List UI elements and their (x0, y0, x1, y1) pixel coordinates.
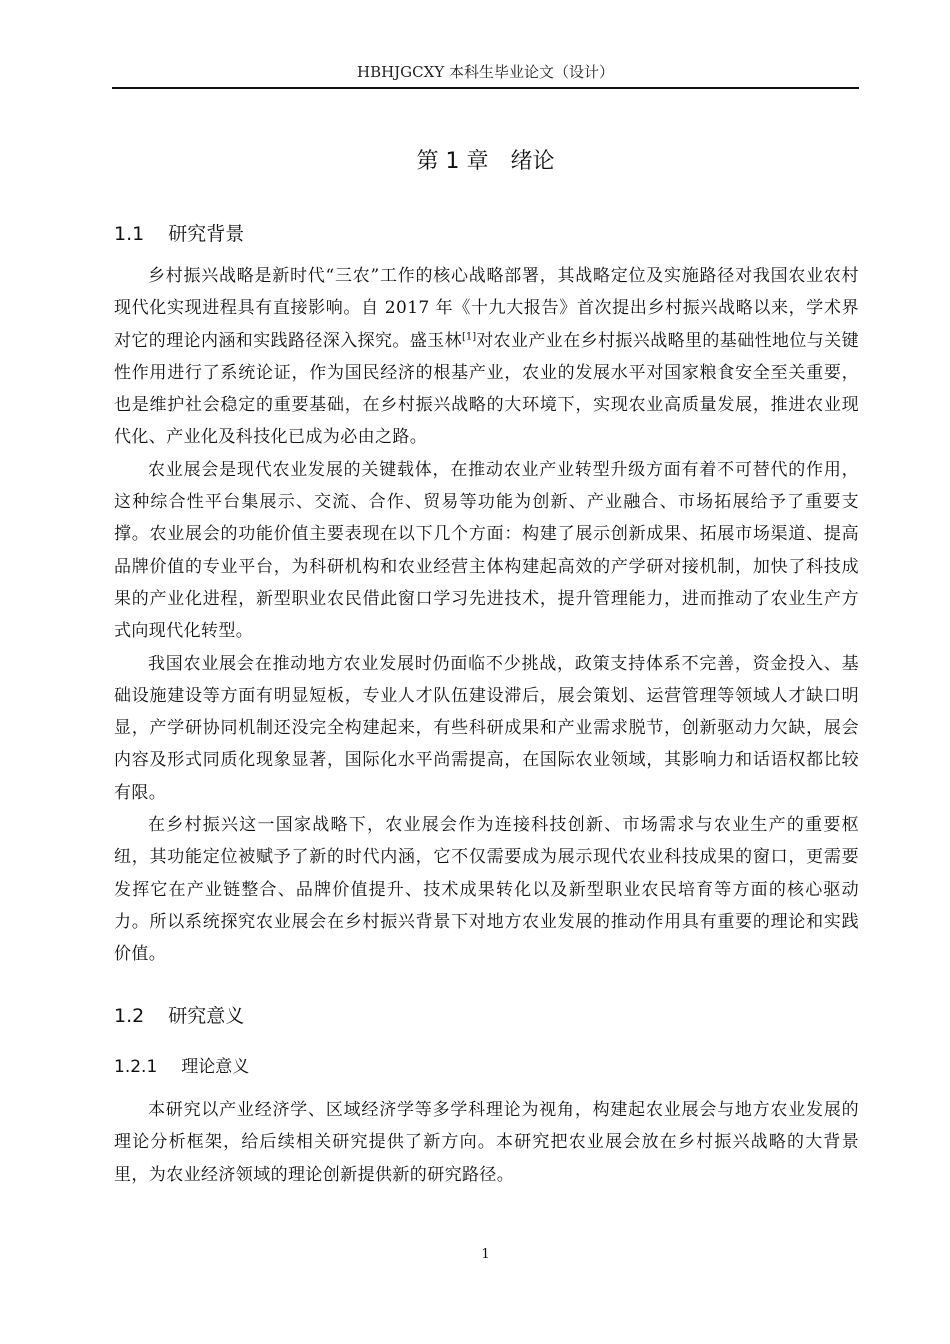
section-heading-1-1 (114, 220, 244, 248)
chapter-number: 第 1 章 (416, 149, 489, 174)
section-1-1-body (114, 260, 859, 971)
header-rule (112, 87, 859, 89)
paragraph: 我国农业展会在推动地方农业发展时仍面临不少挑战，政策支持体系不完善，资金投入、基础设施建设等方面有明显短板，专业人才队伍建设滞后，展会策划、运营管理等领域人才缺口明显，产学研协同机制还没完全构建起来，有些科研成果和产业需求脱节，创新驱动力欠缺，展会内容及形式同质化现象显著，国际化水平尚需提高，在国际农业领域，其影响力和话语权都比较有限。 (114, 653, 859, 803)
section-heading-1-2 (114, 1002, 244, 1030)
page-number: 1 (481, 1247, 490, 1262)
section-title: 研究意义 (168, 1005, 245, 1027)
subsection-heading-1-2-1 (114, 1054, 249, 1080)
paragraph: 农业展会是现代农业发展的关键载体，在推动农业产业转型升级方面有着不可替代的作用，这种综合性平台集展示、交流、合作、贸易等功能为创新、产业融合、市场拓展给予了重要支撑。农业展会的功能价值主要表现在以下几个方面：构建了展示创新成果、拓展市场渠道、提高品牌价值的专业平台，为科研机构和农业经营主体构建起高效的产学研对接机制，加快了科技成果的产业化进程，新型职业农民借此窗口学习先进技术，提升管理能力，进而推动了农业生产方式向现代化转型。 (114, 459, 859, 642)
chapter-title (112, 146, 859, 178)
paragraph: 在乡村振兴这一国家战略下，农业展会作为连接科技创新、市场需求与农业生产的重要枢纽，其功能定位被赋予了新的时代内涵，它不仅需要成为展示现代农业科技成果的窗口，更需要发挥它在产业链整合、品牌价值提升、技术成果转化以及新型职业农民培育等方面的核心驱动力。所以系统探究农业展会在乡村振兴背景下对地方农业发展的推动作用具有重要的理论和实践价值。 (114, 815, 859, 965)
paragraph: 乡村振兴战略是新时代“三农”工作的核心战略部署，其战略定位及实施路径对我国农业农村现代化实现进程具有直接影响。自 2017 年《十九大报告》首次提出乡村振兴战略以来，学术界对它的理论内涵和实践路径深入探究。盛玉林[1]对农业产业在乡村振兴战略里的基础性地位与关键性作用进行了系统论证，作为国民经济的根基产业，农业的发展水平对国家粮食安全至关重要，也是维护社会稳定的重要基础，在乡村振兴战略的大环境下，实现农业高质量发展，推进农业现代化、产业化及科技化已成为必由之路。 (114, 266, 859, 448)
subsection-1-2-1-body (114, 1094, 859, 1191)
citation-marker: [1] (462, 330, 477, 342)
subsection-number: 1.2.1 (114, 1057, 158, 1077)
subsection-title: 理论意义 (181, 1057, 250, 1077)
paragraph: 本研究以产业经济学、区域经济学等多学科理论为视角，构建起农业展会与地方农业发展的理论分析框架，给后续相关研究提供了新方向。本研究把农业展会放在乡村振兴战略的大背景里，为农业经济领域的理论创新提供新的研究路径。 (114, 1100, 859, 1185)
section-number: 1.1 (114, 223, 145, 245)
section-number: 1.2 (114, 1005, 145, 1027)
running-header: HBHJGCXY 本科生毕业论文（设计） (356, 63, 614, 81)
section-title: 研究背景 (168, 223, 245, 245)
chapter-title-text: 绪论 (510, 149, 555, 174)
